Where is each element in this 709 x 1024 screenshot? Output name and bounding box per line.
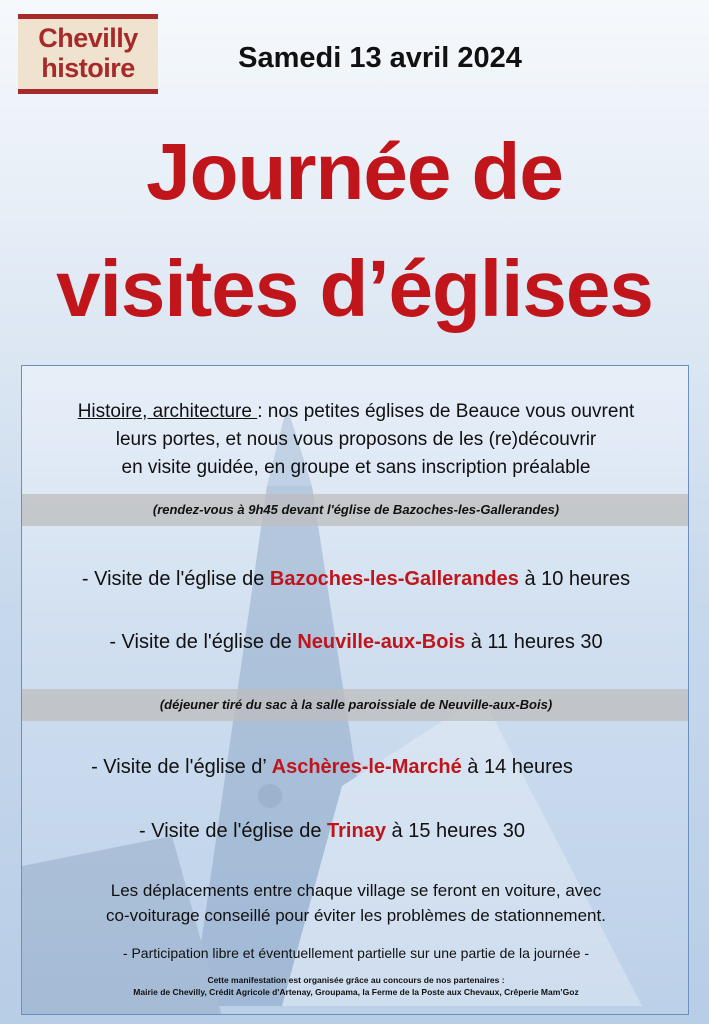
travel-note xyxy=(22,878,689,928)
intro-line-1: : nos petites églises de Beauce vous ouvrent xyxy=(257,401,635,422)
visit-place: Trinay xyxy=(327,820,386,842)
visit-time: à 11 heures 30 xyxy=(465,631,603,653)
participation-note: - Participation libre et éventuellement partielle sur une partie de la journée - xyxy=(122,945,590,961)
chevilly-histoire-logo xyxy=(18,14,158,94)
visit-time: à 14 heures xyxy=(461,756,573,778)
visit-place: Neuville-aux-Bois xyxy=(297,631,466,653)
intro-line-2: leurs portes, et nous vous proposons de les (re)découvrir xyxy=(115,429,597,450)
event-date: Samedi 13 avril 2024 xyxy=(238,42,522,74)
visit-item xyxy=(22,754,642,780)
logo-line-1: Chevilly xyxy=(38,23,138,53)
partners-line-1: Cette manifestation est organisée grâce au concours de nos partenaires : xyxy=(207,975,505,985)
meeting-point-band: (rendez-vous à 9h45 devant l'église de Bazoches-les-Gallerandes) xyxy=(22,494,689,526)
visit-prefix: - Visite de l'église de xyxy=(139,820,328,842)
title-line-1: Journée de xyxy=(146,127,563,216)
travel-note-line-2: co-voiturage conseillé pour éviter les problèmes de stationnement. xyxy=(106,906,606,925)
visit-time: à 15 heures 30 xyxy=(385,820,525,842)
title-line-2: visites d’églises xyxy=(56,244,653,333)
intro-lead: Histoire, architecture xyxy=(77,401,258,422)
visit-place: Bazoches-les-Gallerandes xyxy=(269,568,519,590)
visit-item xyxy=(22,566,689,592)
intro-line-3: en visite guidée, en groupe et sans inscription préalable xyxy=(121,457,591,478)
visit-prefix: - Visite de l'église de xyxy=(81,568,270,590)
visit-prefix: - Visite de l'église d’ xyxy=(91,756,272,778)
intro-text xyxy=(22,398,689,482)
visit-place: Aschères-le-Marché xyxy=(271,756,462,778)
travel-note-line-1: Les déplacements entre chaque village se feront en voiture, avec xyxy=(110,881,602,900)
visit-prefix: - Visite de l'église de xyxy=(109,631,298,653)
lunch-band: (déjeuner tiré du sac à la salle paroissiale de Neuville-aux-Bois) xyxy=(22,689,689,721)
logo-line-2: histoire xyxy=(41,53,135,83)
programme-panel xyxy=(21,365,689,1015)
partners-line-2: Mairie de Chevilly, Crédit Agricole d'Artenay, Groupama, la Ferme de la Poste aux Chevaux, Crêperie Mam’Goz xyxy=(133,987,579,997)
partners-credit xyxy=(22,974,689,998)
visit-time: à 10 heures xyxy=(518,568,631,590)
visit-item xyxy=(22,818,642,844)
visit-item xyxy=(22,629,689,655)
